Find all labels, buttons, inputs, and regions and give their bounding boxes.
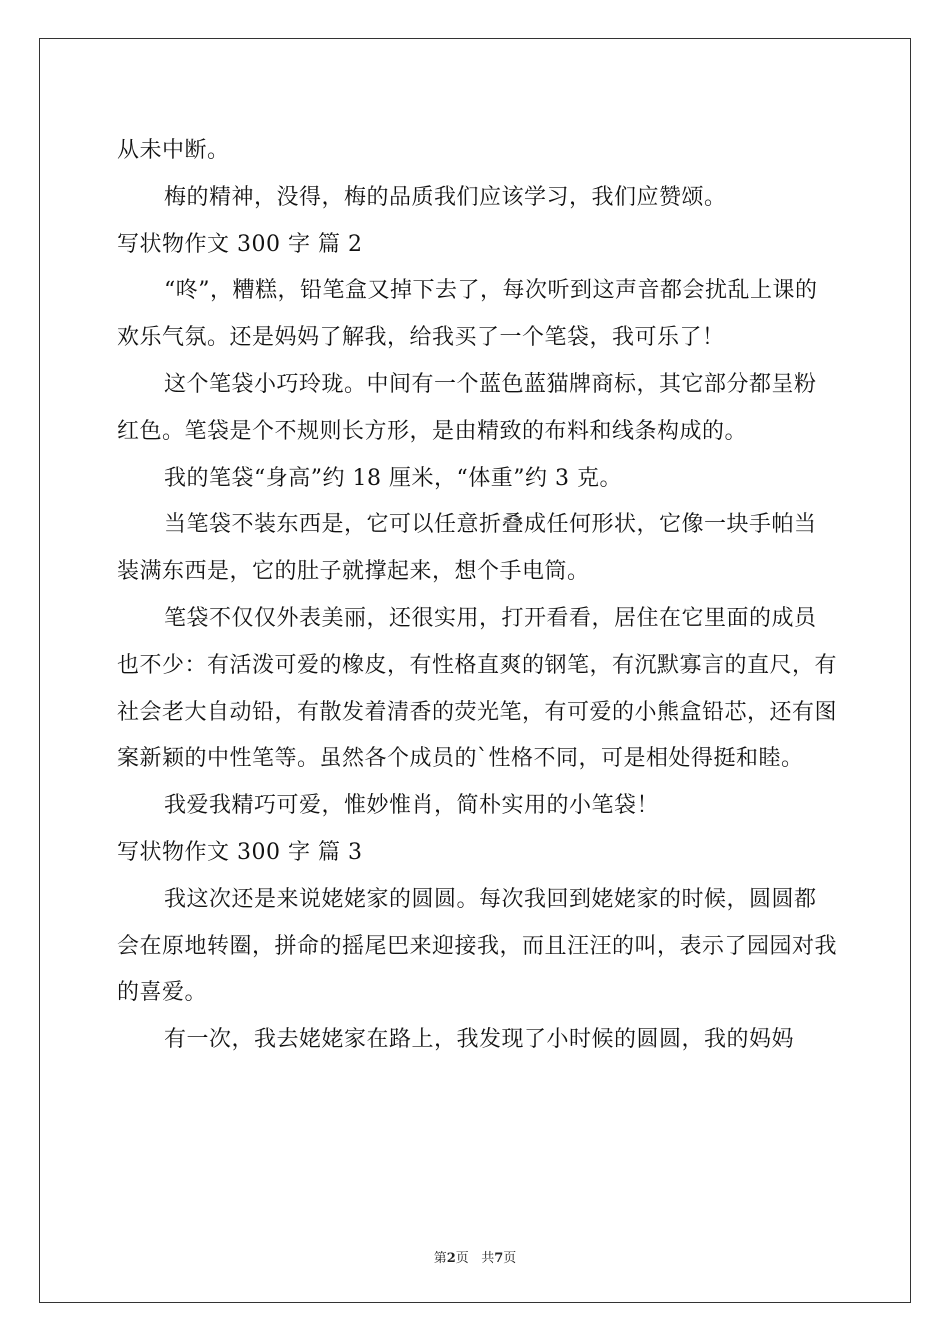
- paragraph: 有一次，我去姥姥家在路上，我发现了小时候的圆圆，我的妈妈: [164, 1027, 795, 1053]
- paragraph: 笔袋不仅仅外表美丽，还很实用，打开看看，居住在它里面的成员也不少：有活泼可爱的橡皮，有性格直爽的钢笔，有沉默寡言的直尺，有社会老大自动铅，有散发着清香的荧光笔，有可爱的小熊盒铅芯，还有图案新颖的中性笔等。虽然各个成员的`性格不同，可是相处得挺和睦。: [117, 605, 838, 772]
- section-heading: 写状物作文 300 字 篇 3: [117, 839, 363, 865]
- paragraph: 梅的精神，没得，梅的品质我们应该学习，我们应赞颂。: [164, 184, 727, 210]
- paragraph: 我爱我精巧可爱，惟妙惟肖，简朴实用的小笔袋！: [164, 793, 660, 819]
- paragraph: 这个笔袋小巧玲珑。中间有一个蓝色蓝猫牌商标，其它部分都呈粉红色。笔袋是个不规则长方形，是由精致的布料和线条构成的。: [117, 371, 817, 444]
- document-body: [117, 128, 837, 1064]
- paragraph: 从未中断。: [117, 138, 230, 163]
- total-prefix: 共: [481, 1251, 495, 1266]
- total-suffix: 页: [503, 1251, 517, 1266]
- paragraph: 我的笔袋“身高”约 18 厘米，“体重”约 3 克。: [164, 465, 622, 491]
- paragraph: 当笔袋不装东西是，它可以任意折叠成任何形状，它像一块手帕当装满东西是，它的肚子就撑起来，想个手电筒。: [117, 512, 817, 585]
- page-suffix: 页: [455, 1251, 469, 1266]
- paragraph: 我这次还是来说姥姥家的圆圆。每次我回到姥姥家的时候，圆圆都会在原地转圈，拼命的摇尾巴来迎接我，而且汪汪的叫，表示了园园对我的喜爱。: [117, 886, 838, 1006]
- current-page-number: 2: [446, 1251, 456, 1266]
- total-page-count: 7: [494, 1251, 504, 1266]
- page-prefix: 第: [433, 1251, 447, 1266]
- section-heading: 写状物作文 300 字 篇 2: [117, 231, 363, 257]
- page-footer: [0, 1247, 950, 1266]
- paragraph: “咚”，糟糕，铅笔盒又掉下去了，每次听到这声音都会扰乱上课的欢乐气氛。还是妈妈了解我，给我买了一个笔袋，我可乐了！: [117, 278, 818, 351]
